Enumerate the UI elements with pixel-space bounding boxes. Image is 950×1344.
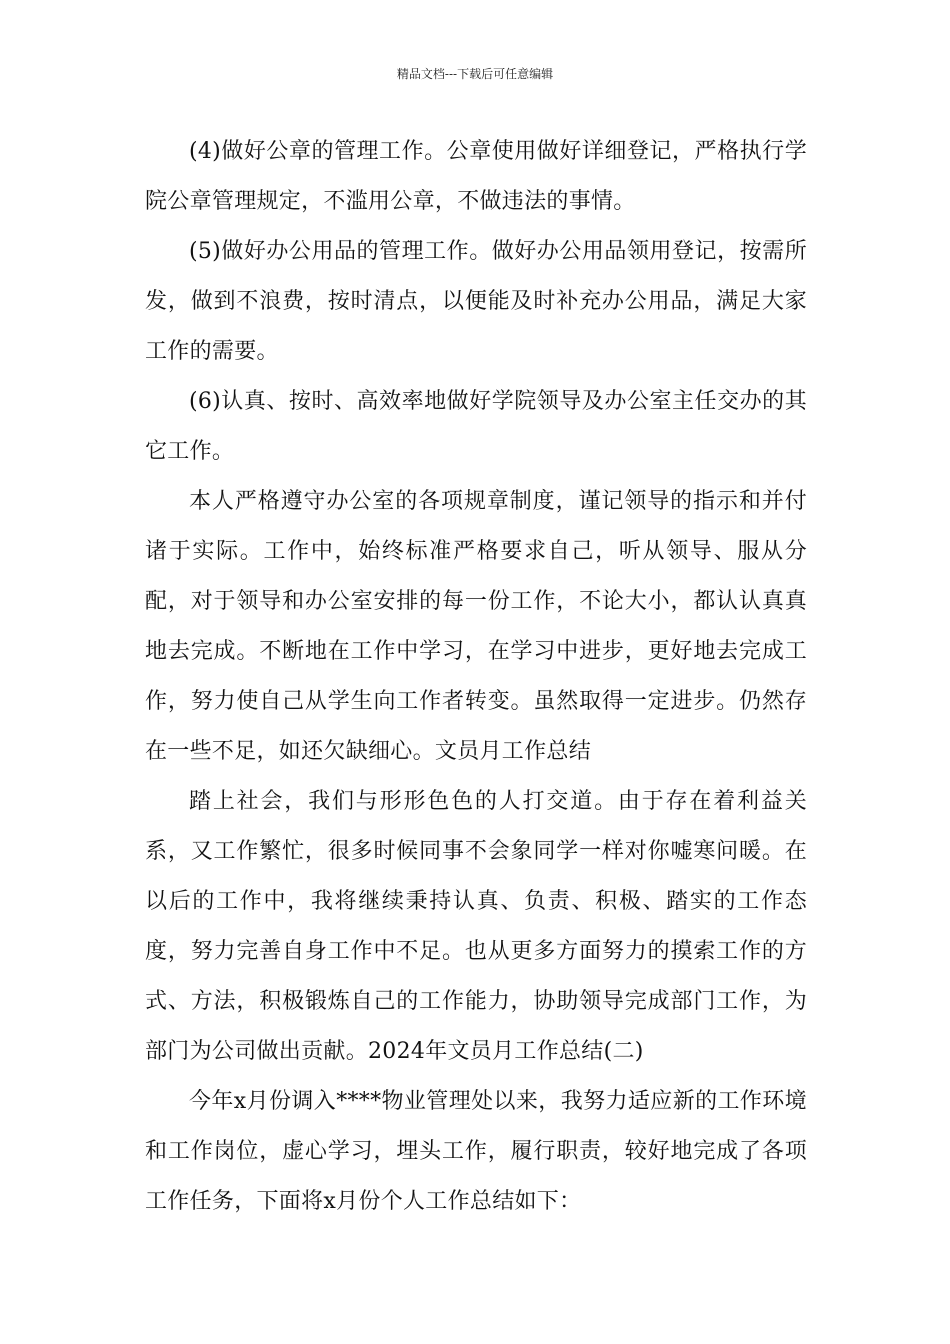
paragraph-society: 踏上社会，我们与形形色色的人打交道。由于存在着利益关系，又工作繁忙，很多时候同事不会象同学一样对你嘘寒问暖。在以后的工作中，我将继续秉持认真、负责、积极、踏实的工作态度，努力完善自身工作中不足。也从更多方面努力的摸索工作的方式、方法，积极锻炼自己的工作能力，协助领导完成部门工作，为部门为公司做出贡献。2024年文员月工作总结(二) <box>145 789 807 1064</box>
page-header: 精品文档---下载后可任意编辑 <box>396 67 554 81</box>
paragraph-self-review: 本人严格遵守办公室的各项规章制度，谨记领导的指示和并付诸于实际。工作中，始终标准严格要求自己，听从领导、服从分配，对于领导和办公室安排的每一份工作，不论大小，都认认真真地去完成。不断地在工作中学习，在学习中进步，更好地去完成工作，努力使自己从学生向工作者转变。虽然取得一定进步。仍然存在一些不足，如还欠缺细心。文员月工作总结 <box>145 489 807 764</box>
paragraph-new-position: 今年x月份调入****物业管理处以来，我努力适应新的工作环境和工作岗位，虚心学习，埋头工作，履行职责，较好地完成了各项工作任务，下面将x月份个人工作总结如下： <box>145 1089 807 1214</box>
paragraph-item-4: (4)做好公章的管理工作。公章使用做好详细登记，严格执行学院公章管理规定，不滥用公章，不做违法的事情。 <box>145 139 807 214</box>
paragraph-item-6: (6)认真、按时、高效率地做好学院领导及办公室主任交办的其它工作。 <box>145 389 807 464</box>
document-body <box>145 127 807 1227</box>
paragraph-item-5: (5)做好办公用品的管理工作。做好办公用品领用登记，按需所发，做到不浪费，按时清点，以便能及时补充办公用品，满足大家工作的需要。 <box>145 239 807 364</box>
